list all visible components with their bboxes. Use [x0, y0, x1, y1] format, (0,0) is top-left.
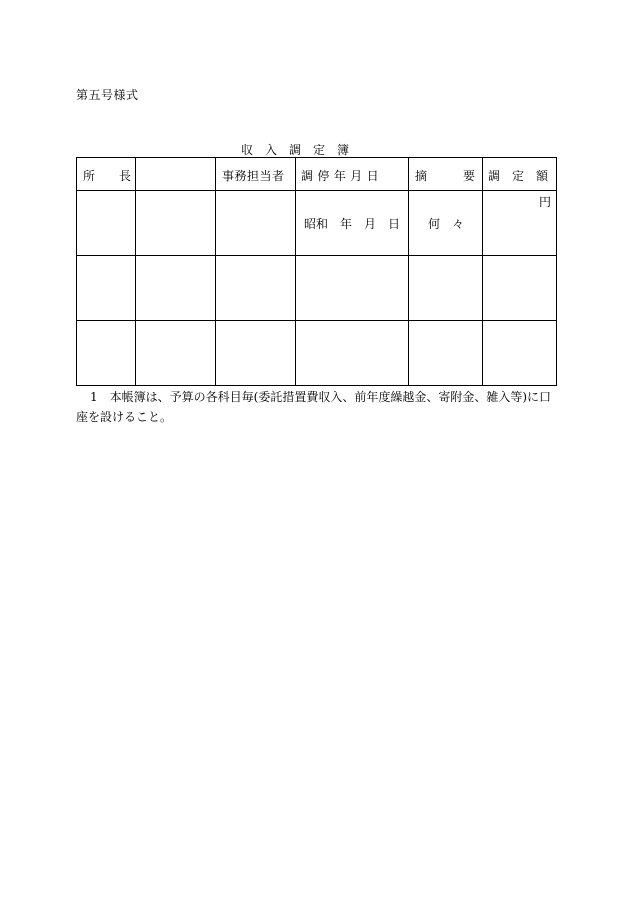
table-cell — [483, 191, 557, 256]
table-row — [77, 321, 557, 386]
table-row — [77, 191, 557, 256]
header-date: 調 停 年 月 日 — [301, 169, 379, 183]
table-cell — [136, 191, 216, 256]
header-director-cell — [77, 158, 136, 191]
table-cell — [296, 191, 409, 256]
table-cell — [216, 256, 296, 321]
table-header-row — [77, 158, 557, 191]
date-value: 昭和 年 月 日 — [304, 217, 401, 231]
table-cell — [409, 321, 483, 386]
header-date-cell — [296, 158, 409, 191]
amount-unit: 円 — [538, 195, 551, 209]
table-cell — [296, 256, 409, 321]
header-staff: 事務担当者 — [222, 169, 285, 183]
table-cell — [483, 321, 557, 386]
table-cell — [409, 191, 483, 256]
header-summary: 摘 要 — [415, 169, 476, 183]
table-cell — [296, 321, 409, 386]
header-director: 所 長 — [83, 169, 132, 183]
ledger-table — [76, 157, 557, 386]
table-cell — [77, 321, 136, 386]
table-cell — [216, 321, 296, 386]
summary-value: 何 々 — [428, 217, 465, 231]
footnote-number: 1 — [90, 390, 98, 404]
footnote — [76, 387, 558, 427]
header-amount-cell — [483, 158, 557, 191]
form-number: 第五号様式 — [76, 88, 139, 102]
header-staff-cell — [216, 158, 296, 191]
document-title: 収 入 調 定 簿 — [241, 143, 350, 157]
table-cell — [483, 256, 557, 321]
header-amount: 調 定 額 — [488, 169, 549, 183]
table-cell — [409, 256, 483, 321]
header-summary-cell — [409, 158, 483, 191]
table-cell — [136, 321, 216, 386]
table-cell — [136, 256, 216, 321]
header-blank-cell — [136, 158, 216, 191]
table-cell — [77, 191, 136, 256]
footnote-text: 本帳簿は、予算の各科目毎(委託措置費収入、前年度繰越金、寄附金、雑入等)に口座を設けること。 — [76, 390, 552, 424]
table-row — [77, 256, 557, 321]
table-cell — [216, 191, 296, 256]
table-cell — [77, 256, 136, 321]
